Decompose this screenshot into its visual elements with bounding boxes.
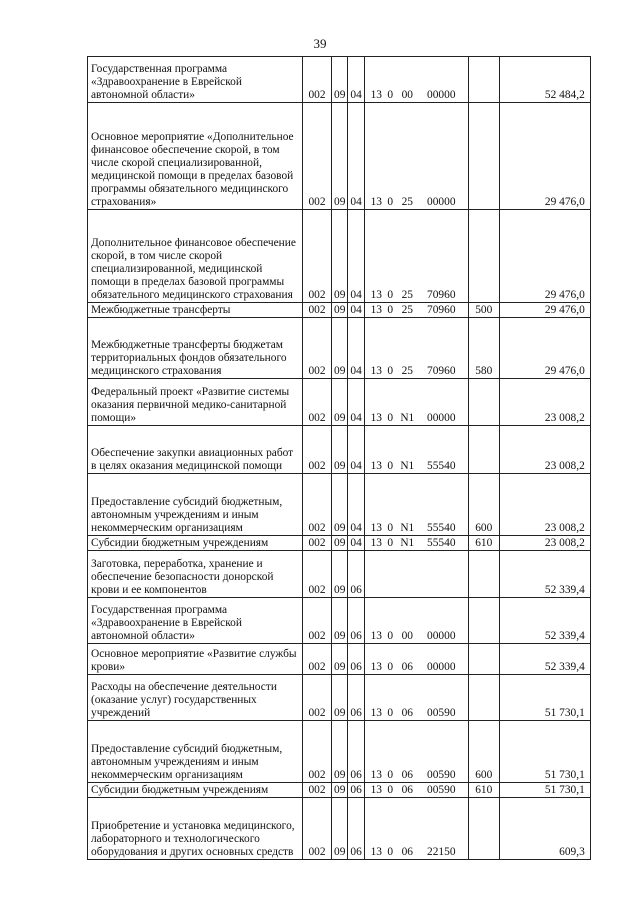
ved-code: 002 bbox=[303, 551, 332, 598]
amount-value: 29 476,0 bbox=[499, 318, 590, 379]
table-row bbox=[88, 598, 591, 644]
program-code: 13 bbox=[370, 846, 382, 858]
row-name: Государственная программа «Здравоохранение в Еврейской автономной области» bbox=[88, 57, 303, 103]
activity-code: 06 bbox=[401, 661, 413, 673]
ved-code: 002 bbox=[303, 536, 332, 551]
target-article-code bbox=[364, 644, 468, 675]
program-code: 13 bbox=[370, 661, 382, 673]
ved-code: 002 bbox=[303, 598, 332, 644]
amount-value: 23 008,2 bbox=[499, 536, 590, 551]
program-code: 13 bbox=[370, 289, 382, 301]
row-name: Предоставление субсидий бюджетным, автономным учреждениям и иным некоммерческим организациям bbox=[88, 721, 303, 783]
table-row bbox=[88, 675, 591, 721]
section-code: 09 bbox=[332, 783, 348, 798]
subsection-code: 06 bbox=[348, 551, 364, 598]
section-code: 09 bbox=[332, 536, 348, 551]
expense-type-code bbox=[468, 598, 499, 644]
subsection-code: 04 bbox=[348, 210, 364, 303]
expense-type-code bbox=[468, 551, 499, 598]
row-name: Основное мероприятие «Дополнительное финансовое обеспечение скорой, в том числе скорой специализированной, медицинской помощи в пределах базовой программы обязательного медицинского страхования» bbox=[88, 103, 303, 210]
subprogram-code: 0 bbox=[387, 846, 394, 858]
row-name: Субсидии бюджетным учреждениям bbox=[88, 536, 303, 551]
amount-value: 609,3 bbox=[499, 798, 590, 860]
target-article-code bbox=[364, 210, 468, 303]
target-article-code bbox=[364, 303, 468, 318]
ved-code: 002 bbox=[303, 644, 332, 675]
amount-value: 52 484,2 bbox=[499, 57, 590, 103]
program-code: 13 bbox=[370, 196, 382, 208]
subsection-code: 04 bbox=[348, 379, 364, 426]
direction-code: 70960 bbox=[427, 289, 456, 301]
expense-type-code: 600 bbox=[468, 474, 499, 536]
amount-value: 52 339,4 bbox=[499, 551, 590, 598]
ved-code: 002 bbox=[303, 721, 332, 783]
section-code: 09 bbox=[332, 675, 348, 721]
subsection-code: 04 bbox=[348, 536, 364, 551]
activity-code: N1 bbox=[400, 537, 415, 549]
target-article-code bbox=[364, 598, 468, 644]
table-row bbox=[88, 644, 591, 675]
row-name: Федеральный проект «Развитие системы оказания первичной медико-санитарной помощи» bbox=[88, 379, 303, 426]
activity-code: 06 bbox=[401, 784, 413, 796]
subprogram-code: 0 bbox=[387, 661, 394, 673]
subsection-code: 04 bbox=[348, 103, 364, 210]
expense-type-code bbox=[468, 57, 499, 103]
direction-code: 00590 bbox=[427, 707, 456, 719]
amount-value: 23 008,2 bbox=[499, 426, 590, 474]
activity-code: 06 bbox=[401, 707, 413, 719]
program-code: 13 bbox=[370, 460, 382, 472]
program-code: 13 bbox=[370, 365, 382, 377]
direction-code: 00590 bbox=[427, 769, 456, 781]
subprogram-code: 0 bbox=[387, 707, 394, 719]
ved-code: 002 bbox=[303, 798, 332, 860]
direction-code: 70960 bbox=[427, 365, 456, 377]
direction-code: 00000 bbox=[427, 412, 456, 424]
activity-code: 00 bbox=[401, 630, 413, 642]
subsection-code: 06 bbox=[348, 783, 364, 798]
expense-type-code: 600 bbox=[468, 721, 499, 783]
expense-type-code bbox=[468, 103, 499, 210]
activity-code: 25 bbox=[401, 304, 413, 316]
program-code: 13 bbox=[370, 522, 382, 534]
table-row bbox=[88, 103, 591, 210]
subprogram-code: 0 bbox=[387, 196, 394, 208]
row-name: Межбюджетные трансферты бюджетам территориальных фондов обязательного медицинского страхования bbox=[88, 318, 303, 379]
direction-code: 55540 bbox=[427, 537, 456, 549]
target-article-code bbox=[364, 426, 468, 474]
target-article-code bbox=[364, 783, 468, 798]
ved-code: 002 bbox=[303, 103, 332, 210]
table-row bbox=[88, 426, 591, 474]
row-name: Дополнительное финансовое обеспечение скорой, в том числе скорой специализированной, медицинской помощи в пределах базовой программы обязательного медицинского страхования bbox=[88, 210, 303, 303]
target-article-code bbox=[364, 474, 468, 536]
subprogram-code: 0 bbox=[387, 412, 394, 424]
ved-code: 002 bbox=[303, 675, 332, 721]
table-row bbox=[88, 57, 591, 103]
activity-code: 00 bbox=[401, 89, 413, 101]
direction-code: 00000 bbox=[427, 630, 456, 642]
amount-value: 51 730,1 bbox=[499, 675, 590, 721]
subsection-code: 04 bbox=[348, 57, 364, 103]
ved-code: 002 bbox=[303, 783, 332, 798]
expense-type-code bbox=[468, 798, 499, 860]
direction-code: 55540 bbox=[427, 460, 456, 472]
section-code: 09 bbox=[332, 379, 348, 426]
amount-value: 29 476,0 bbox=[499, 103, 590, 210]
amount-value: 29 476,0 bbox=[499, 210, 590, 303]
target-article-code bbox=[364, 103, 468, 210]
section-code: 09 bbox=[332, 644, 348, 675]
activity-code: 25 bbox=[401, 196, 413, 208]
direction-code: 00000 bbox=[427, 196, 456, 208]
direction-code: 55540 bbox=[427, 522, 456, 534]
subprogram-code: 0 bbox=[387, 304, 394, 316]
expense-type-code: 500 bbox=[468, 303, 499, 318]
expense-type-code: 610 bbox=[468, 783, 499, 798]
amount-value: 51 730,1 bbox=[499, 783, 590, 798]
table-row bbox=[88, 536, 591, 551]
section-code: 09 bbox=[332, 210, 348, 303]
activity-code: N1 bbox=[400, 412, 415, 424]
subprogram-code: 0 bbox=[387, 365, 394, 377]
ved-code: 002 bbox=[303, 379, 332, 426]
direction-code: 00590 bbox=[427, 784, 456, 796]
expense-type-code: 580 bbox=[468, 318, 499, 379]
subsection-code: 04 bbox=[348, 318, 364, 379]
program-code: 13 bbox=[370, 784, 382, 796]
amount-value: 23 008,2 bbox=[499, 379, 590, 426]
activity-code: N1 bbox=[400, 522, 415, 534]
expense-type-code bbox=[468, 426, 499, 474]
target-article-code bbox=[364, 57, 468, 103]
ved-code: 002 bbox=[303, 474, 332, 536]
section-code: 09 bbox=[332, 721, 348, 783]
table-row bbox=[88, 798, 591, 860]
section-code: 09 bbox=[332, 57, 348, 103]
budget-table bbox=[87, 56, 591, 860]
row-name: Субсидии бюджетным учреждениям bbox=[88, 783, 303, 798]
ved-code: 002 bbox=[303, 303, 332, 318]
table-row bbox=[88, 721, 591, 783]
expense-type-code bbox=[468, 644, 499, 675]
program-code: 13 bbox=[370, 707, 382, 719]
section-code: 09 bbox=[332, 426, 348, 474]
amount-value: 23 008,2 bbox=[499, 474, 590, 536]
row-name: Обеспечение закупки авиационных работ в целях оказания медицинской помощи bbox=[88, 426, 303, 474]
section-code: 09 bbox=[332, 551, 348, 598]
row-name: Заготовка, переработка, хранение и обеспечение безопасности донорской крови и ее компонентов bbox=[88, 551, 303, 598]
subprogram-code: 0 bbox=[387, 769, 394, 781]
subsection-code: 04 bbox=[348, 303, 364, 318]
amount-value: 52 339,4 bbox=[499, 598, 590, 644]
table-row bbox=[88, 210, 591, 303]
direction-code: 00000 bbox=[427, 661, 456, 673]
row-name: Приобретение и установка медицинского, лабораторного и технологического оборудования и других основных средств bbox=[88, 798, 303, 860]
subsection-code: 06 bbox=[348, 721, 364, 783]
activity-code: 25 bbox=[401, 289, 413, 301]
expense-type-code bbox=[468, 210, 499, 303]
direction-code: 00000 bbox=[427, 89, 456, 101]
table-row bbox=[88, 318, 591, 379]
activity-code: 06 bbox=[401, 846, 413, 858]
subsection-code: 06 bbox=[348, 675, 364, 721]
target-article-code bbox=[364, 721, 468, 783]
table-row bbox=[88, 551, 591, 598]
table-row bbox=[88, 474, 591, 536]
expense-type-code bbox=[468, 379, 499, 426]
target-article-code bbox=[364, 798, 468, 860]
table-row bbox=[88, 783, 591, 798]
row-name: Расходы на обеспечение деятельности (оказание услуг) государственных учреждений bbox=[88, 675, 303, 721]
subprogram-code: 0 bbox=[387, 522, 394, 534]
section-code: 09 bbox=[332, 798, 348, 860]
row-name: Межбюджетные трансферты bbox=[88, 303, 303, 318]
section-code: 09 bbox=[332, 103, 348, 210]
target-article-code bbox=[364, 379, 468, 426]
program-code: 13 bbox=[370, 769, 382, 781]
amount-value: 52 339,4 bbox=[499, 644, 590, 675]
target-article-code bbox=[364, 318, 468, 379]
activity-code: 25 bbox=[401, 365, 413, 377]
page-number: 39 bbox=[313, 36, 327, 51]
activity-code: 06 bbox=[401, 769, 413, 781]
row-name: Основное мероприятие «Развитие службы крови» bbox=[88, 644, 303, 675]
section-code: 09 bbox=[332, 474, 348, 536]
ved-code: 002 bbox=[303, 57, 332, 103]
row-name: Предоставление субсидий бюджетным, автономным учреждениям и иным некоммерческим организациям bbox=[88, 474, 303, 536]
ved-code: 002 bbox=[303, 426, 332, 474]
amount-value: 51 730,1 bbox=[499, 721, 590, 783]
program-code: 13 bbox=[370, 304, 382, 316]
direction-code: 70960 bbox=[427, 304, 456, 316]
subprogram-code: 0 bbox=[387, 784, 394, 796]
subsection-code: 06 bbox=[348, 598, 364, 644]
target-article-code bbox=[364, 551, 468, 598]
program-code: 13 bbox=[370, 412, 382, 424]
section-code: 09 bbox=[332, 598, 348, 644]
activity-code: N1 bbox=[400, 460, 415, 472]
expense-type-code bbox=[468, 675, 499, 721]
subsection-code: 06 bbox=[348, 798, 364, 860]
subsection-code: 04 bbox=[348, 474, 364, 536]
subprogram-code: 0 bbox=[387, 630, 394, 642]
program-code: 13 bbox=[370, 537, 382, 549]
subprogram-code: 0 bbox=[387, 289, 394, 301]
program-code: 13 bbox=[370, 89, 382, 101]
subsection-code: 06 bbox=[348, 644, 364, 675]
subprogram-code: 0 bbox=[387, 460, 394, 472]
ved-code: 002 bbox=[303, 210, 332, 303]
subprogram-code: 0 bbox=[387, 89, 394, 101]
subsection-code: 04 bbox=[348, 426, 364, 474]
subprogram-code: 0 bbox=[387, 537, 394, 549]
amount-value: 29 476,0 bbox=[499, 303, 590, 318]
expense-type-code: 610 bbox=[468, 536, 499, 551]
program-code: 13 bbox=[370, 630, 382, 642]
table-row bbox=[88, 379, 591, 426]
row-name: Государственная программа «Здравоохранение в Еврейской автономной области» bbox=[88, 598, 303, 644]
target-article-code bbox=[364, 675, 468, 721]
table-row bbox=[88, 303, 591, 318]
section-code: 09 bbox=[332, 318, 348, 379]
ved-code: 002 bbox=[303, 318, 332, 379]
section-code: 09 bbox=[332, 303, 348, 318]
target-article-code bbox=[364, 536, 468, 551]
direction-code: 22150 bbox=[427, 846, 456, 858]
